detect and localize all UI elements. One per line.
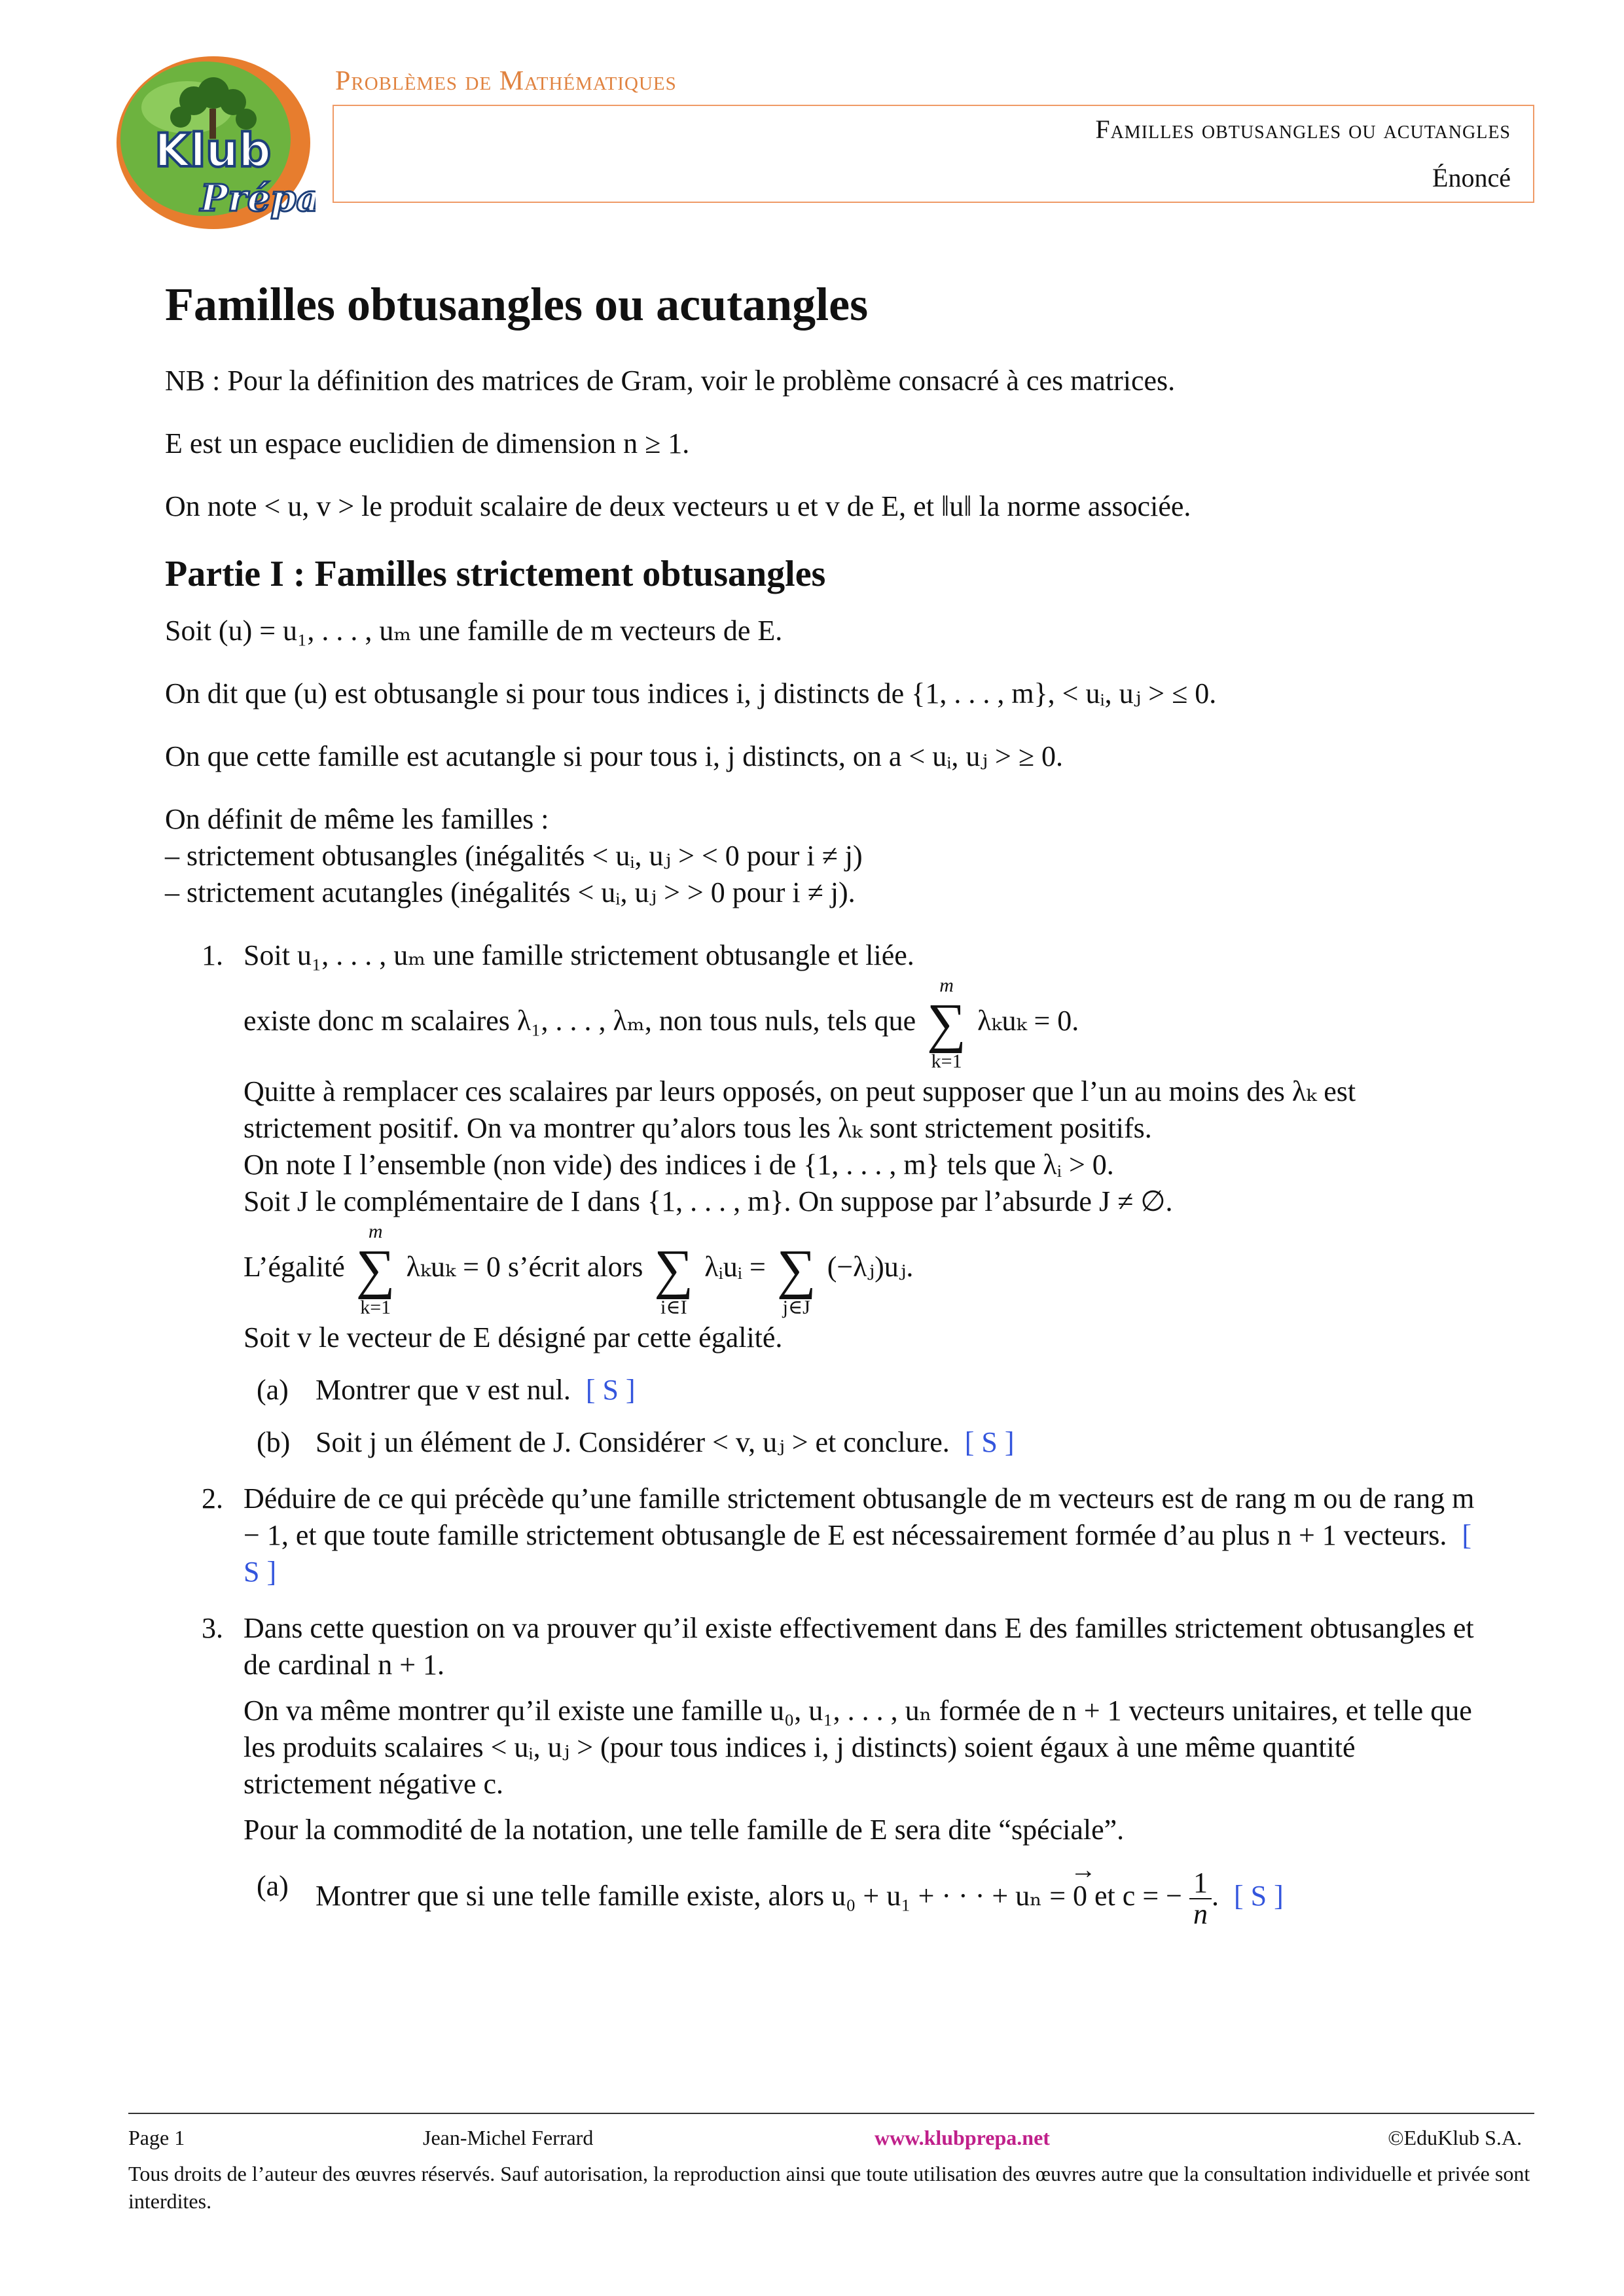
q3-line-2: On va même montrer qu’il existe une famille u₀, u₁, . . . , uₙ formée de n + 1 vecteurs unitaires, et telle que les produits scalaires < uᵢ, uⱼ > (pour tous indices i, j distincts) soient égaux à une même quantité strictement négative c.: [244, 1695, 1472, 1800]
intro-paragraph-2: On note < u, v > le produit scalaire de deux vecteurs u et v de E, et ‖u‖ la norme associée.: [165, 490, 1191, 522]
sum-symbol: m ∑ k=1: [355, 1221, 395, 1318]
subquestion-text: Montrer que si une telle famille existe, alors u₀ + u₁ + · · · + uₙ =: [316, 1880, 1066, 1912]
header-box: [333, 105, 1534, 203]
logo-text-prepa: Prépa: [200, 177, 316, 220]
header-subtitle: Énoncé: [1432, 163, 1511, 192]
q1-line-6-text: L’égalité: [244, 1251, 345, 1283]
logo-text-klub: Klub: [154, 124, 272, 177]
question-1b: [244, 1424, 1487, 1461]
q3-line-1: Dans cette question on va prouver qu’il existe effectivement dans E des familles strictement obtusangles et de cardinal n + 1.: [244, 1612, 1474, 1681]
solution-link[interactable]: [ S ]: [585, 1374, 636, 1406]
definition-acutangle: On que cette famille est acutangle si pour tous i, j distincts, on a < uᵢ, uⱼ > ≥ 0.: [165, 740, 1063, 772]
subquestion-text-2: et c = −: [1094, 1880, 1182, 1912]
q1-line-7: Soit v le vecteur de E désigné par cette égalité.: [244, 1321, 783, 1354]
footer-rights-note: Tous droits de l’auteur des œuvres réservés. Sauf autorisation, la reproduction ainsi que toute utilisation des œuvres autre que la consultation individuelle et privée sont interdites.: [128, 2162, 1530, 2213]
zero-vector: → 0: [1073, 1878, 1087, 1914]
sum-lower: k=1: [360, 1297, 391, 1318]
subquestion-label: (a): [257, 1870, 289, 1902]
question-number: 3.: [202, 1612, 223, 1644]
q1-line-6-eq3: (−λⱼ)uⱼ.: [827, 1251, 914, 1283]
sum-lower: i∈I: [660, 1297, 687, 1318]
definition-obtusangle: On dit que (u) est obtusangle si pour tous indices i, j distincts de {1, . . . , m}, < uᵢ, uⱼ > ≤ 0.: [165, 677, 1217, 709]
document-body: [165, 275, 1487, 1949]
q1-line-1: Soit u₁, . . . , uₘ une famille strictement obtusangle et liée.: [244, 939, 914, 971]
q1-line-2: [244, 974, 1487, 1073]
document-title: Familles obtusangles ou acutangles: [165, 278, 869, 331]
sum-symbol: ∑ j∈J: [776, 1239, 816, 1318]
fraction-denominator: n: [1193, 1898, 1208, 1930]
solution-link[interactable]: [ S ]: [244, 1519, 1472, 1588]
sum-upper: m: [939, 975, 954, 996]
q1-line-5: Soit J le complémentaire de I dans {1, . . . , m}. On suppose par l’absurde J ≠ ∅.: [244, 1185, 1173, 1217]
intro-paragraph-1: E est un espace euclidien de dimension n ≥ 1.: [165, 427, 690, 459]
fraction: [1189, 1868, 1212, 1929]
question-list: [165, 937, 1487, 1929]
solution-link[interactable]: [ S ]: [964, 1426, 1015, 1458]
q1-line-3: Quitte à remplacer ces scalaires par leurs opposés, on peut supposer que l’un au moins des λₖ est strictement positif. On va montrer qu’alors tous les λₖ sont strictement positifs.: [244, 1075, 1356, 1144]
question-number: 2.: [202, 1482, 223, 1515]
header-title: Familles obtusangles ou acutangles: [1095, 115, 1511, 144]
q1-line-2-eq: λₖuₖ = 0.: [977, 1005, 1079, 1037]
subquestion-period: .: [1211, 1880, 1219, 1912]
subquestion-label: (b): [257, 1426, 291, 1458]
nb-paragraph: NB : Pour la définition des matrices de Gram, voir le problème consacré à ces matrices.: [165, 365, 1176, 397]
sum-lower: j∈J: [782, 1297, 810, 1318]
klubprepa-logo: [115, 55, 316, 230]
q1-line-6-eq1: λₖuₖ = 0 s’écrit alors: [406, 1251, 643, 1283]
footer-page: Page 1: [128, 2126, 185, 2149]
q1-line-6-eq2: λᵢuᵢ =: [704, 1251, 766, 1283]
footer-divider: [128, 2113, 1534, 2114]
question-1a: [244, 1372, 1487, 1408]
fraction-numerator: 1: [1189, 1868, 1212, 1899]
sum-upper: m: [368, 1221, 383, 1242]
subquestion-text: Soit j un élément de J. Considérer < v, uⱼ > et conclure.: [316, 1426, 950, 1458]
q3-line-3: Pour la commodité de la notation, une telle famille de E sera dite “spéciale”.: [244, 1814, 1125, 1846]
definition-strict: [165, 801, 1487, 911]
sum-symbol: ∑ i∈I: [654, 1239, 694, 1318]
list-item: – strictement obtusangles (inégalités < uᵢ, uⱼ > < 0 pour i ≠ j): [165, 840, 863, 872]
question-1: [165, 937, 1487, 1461]
definition-list: [165, 838, 1487, 911]
footer-copyright: ©EduKlub S.A.: [1388, 2126, 1522, 2149]
solution-link[interactable]: [ S ]: [1233, 1880, 1284, 1912]
footer-author: Jean-Michel Ferrard: [423, 2126, 594, 2149]
header-series: Problèmes de Mathématiques: [335, 66, 677, 96]
part-title: Partie I : Familles strictement obtusangles: [165, 554, 826, 594]
definition-strict-intro: On définit de même les familles :: [165, 803, 549, 835]
definition-family: Soit (u) = u₁, . . . , uₘ une famille de m vecteurs de E.: [165, 615, 783, 647]
sum-symbol: m ∑ k=1: [927, 975, 967, 1072]
footer-website-link[interactable]: www.klubprepa.net: [875, 2126, 1050, 2149]
subquestion-label: (a): [257, 1374, 289, 1406]
question-2: [165, 1480, 1487, 1590]
question-3: [165, 1610, 1487, 1929]
subquestion-text: Montrer que v est nul.: [316, 1374, 571, 1406]
q1-line-6: [244, 1220, 1487, 1319]
sum-lower: k=1: [931, 1050, 962, 1072]
question-3a: [244, 1868, 1487, 1929]
q1-line-4: On note I l’ensemble (non vide) des indices i de {1, . . . , m} tels que λᵢ > 0.: [244, 1149, 1114, 1181]
q1-line-2-text: existe donc m scalaires λ₁, . . . , λₘ, non tous nuls, tels que: [244, 1005, 916, 1037]
q2-text: Déduire de ce qui précède qu’une famille strictement obtusangle de m vecteurs est de rang m ou de rang m − 1, et que toute famille strictement obtusangle de E est nécessairement formée d’au plus n + 1 vecteurs.: [244, 1482, 1475, 1551]
list-item: – strictement acutangles (inégalités < uᵢ, uⱼ > > 0 pour i ≠ j).: [165, 876, 856, 908]
question-number: 1.: [202, 939, 223, 971]
